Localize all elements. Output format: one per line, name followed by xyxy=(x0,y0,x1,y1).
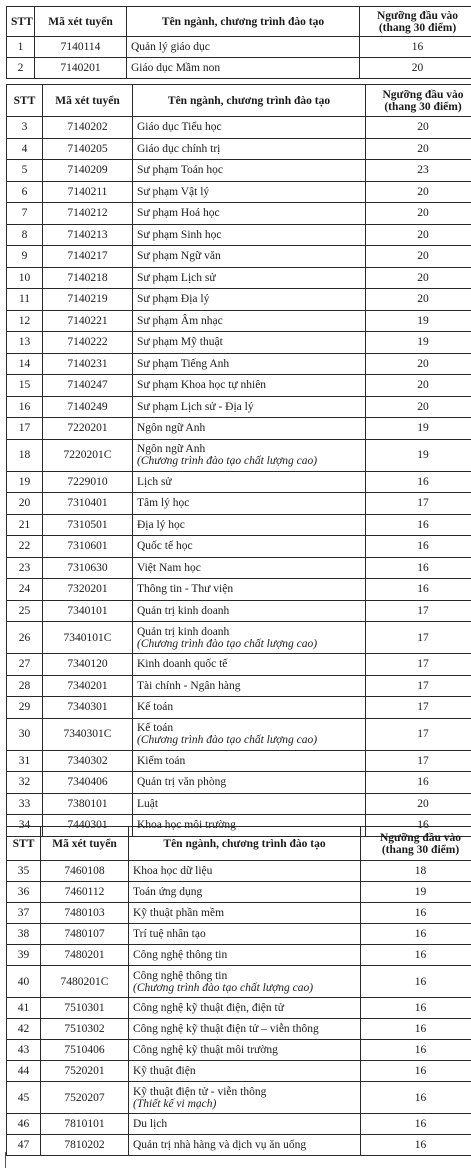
program-name-cell: Luật xyxy=(133,793,366,815)
code-cell: 7220201C xyxy=(43,439,133,471)
program-name-cell: Tâm lý học xyxy=(133,493,366,515)
program-name-cell: Toán ứng dụng xyxy=(129,882,361,903)
admission-table-1 xyxy=(6,6,471,79)
code-cell: 7140247 xyxy=(43,375,133,397)
program-name-cell: Công nghệ kỹ thuật điện, điện tử xyxy=(129,998,361,1019)
table-row xyxy=(7,1114,471,1135)
threshold-score-cell: 16 xyxy=(366,772,471,794)
program-name-cell: Công nghệ kỹ thuật môi trường xyxy=(129,1040,361,1061)
threshold-score-cell: 20 xyxy=(366,246,471,268)
threshold-score-cell: 20 xyxy=(366,353,471,375)
code-cell: 7140231 xyxy=(43,353,133,375)
program-note: (Thiết kế vi mạch) xyxy=(133,1097,217,1110)
stt-cell: 46 xyxy=(7,1114,41,1135)
threshold-score-cell: 20 xyxy=(366,138,471,160)
code-cell: 7480107 xyxy=(41,924,129,945)
threshold-score-cell: 17 xyxy=(366,600,471,622)
program-name-cell: Quản trị kinh doanh xyxy=(133,600,366,622)
code-header: Mã xét tuyển xyxy=(41,827,129,861)
table-row xyxy=(7,1082,471,1114)
stt-cell: 15 xyxy=(7,375,43,397)
stt-cell: 41 xyxy=(7,998,41,1019)
program-name-cell: Khoa học môi trường xyxy=(133,815,366,837)
code-cell: 7340301C xyxy=(43,718,133,750)
program-name-cell: Quản trị nhà hàng và dịch vụ ăn uống xyxy=(129,1135,361,1156)
code-cell: 7310401 xyxy=(43,493,133,515)
threshold-score-cell: 16 xyxy=(361,903,471,924)
threshold-score-cell: 20 xyxy=(366,267,471,289)
program-note: (Chương trình đào tạo chất lượng cao) xyxy=(133,981,314,994)
code-cell: 7140221 xyxy=(43,310,133,332)
program-name-cell: Kỹ thuật điện tử - viễn thông (Thiết kế vi mạch) xyxy=(129,1082,361,1114)
threshold-score-cell: 20 xyxy=(366,289,471,311)
program-name-cell: Sư phạm Địa lý xyxy=(133,289,366,311)
table-row xyxy=(7,557,471,579)
stt-cell: 24 xyxy=(7,579,43,601)
stt-cell: 28 xyxy=(7,675,43,697)
stt-cell: 43 xyxy=(7,1040,41,1061)
stt-cell: 17 xyxy=(7,418,43,440)
stt-cell: 20 xyxy=(7,493,43,515)
threshold-score-cell: 18 xyxy=(361,861,471,882)
threshold-header: Ngưỡng đầu vào (thang 30 điểm) xyxy=(361,827,471,861)
code-cell: 7310501 xyxy=(43,514,133,536)
program-name-cell: Lịch sử xyxy=(133,471,366,493)
stt-cell: 36 xyxy=(7,882,41,903)
threshold-score-cell: 16 xyxy=(361,1082,471,1114)
stt-cell: 18 xyxy=(7,439,43,471)
code-cell: 7140213 xyxy=(43,224,133,246)
table-row xyxy=(7,418,471,440)
table-row xyxy=(7,310,471,332)
code-cell: 7140201 xyxy=(35,58,127,79)
code-cell: 7510301 xyxy=(41,998,129,1019)
table-header-row xyxy=(7,827,471,861)
table-row xyxy=(7,579,471,601)
program-name-header: Tên ngành, chương trình đào tạo xyxy=(127,7,360,37)
code-cell: 7340406 xyxy=(43,772,133,794)
code-cell: 7340301 xyxy=(43,697,133,719)
table-row xyxy=(7,37,471,58)
threshold-score-cell: 16 xyxy=(366,471,471,493)
code-cell: 7460112 xyxy=(41,882,129,903)
code-cell: 7520207 xyxy=(41,1082,129,1114)
code-cell: 7340101C xyxy=(43,622,133,654)
stt-cell: 27 xyxy=(7,654,43,676)
program-name-cell: Sư phạm Sinh học xyxy=(133,224,366,246)
table-row xyxy=(7,966,471,998)
stt-header: STT xyxy=(7,827,41,861)
code-cell: 7340302 xyxy=(43,750,133,772)
threshold-score-cell: 16 xyxy=(361,1040,471,1061)
program-name-header: Tên ngành, chương trình đào tạo xyxy=(129,827,361,861)
stt-header: STT xyxy=(7,85,43,117)
stt-cell: 22 xyxy=(7,536,43,558)
threshold-score-cell: 20 xyxy=(366,793,471,815)
program-name-cell: Giáo dục Tiểu học xyxy=(133,117,366,139)
table-row xyxy=(7,224,471,246)
threshold-score-cell: 16 xyxy=(361,945,471,966)
threshold-score-cell: 17 xyxy=(366,493,471,515)
threshold-header: Ngưỡng đầu vào (thang 30 điểm) xyxy=(360,7,471,37)
stt-cell: 9 xyxy=(7,246,43,268)
program-name-cell: Sư phạm Mỹ thuật xyxy=(133,332,366,354)
table-row xyxy=(7,903,471,924)
code-cell: 7480103 xyxy=(41,903,129,924)
threshold-score-cell: 16 xyxy=(360,37,471,58)
threshold-score-cell: 16 xyxy=(361,1061,471,1082)
table-row xyxy=(7,718,471,750)
threshold-score-cell: 19 xyxy=(366,418,471,440)
table-row xyxy=(7,203,471,225)
program-name-header: Tên ngành, chương trình đào tạo xyxy=(133,85,366,117)
threshold-score-cell: 16 xyxy=(361,1114,471,1135)
table-row xyxy=(7,1061,471,1082)
stt-cell: 1 xyxy=(7,37,35,58)
threshold-score-cell: 16 xyxy=(361,966,471,998)
threshold-score-cell: 17 xyxy=(366,718,471,750)
table-row xyxy=(7,600,471,622)
margin-line xyxy=(5,1152,6,1168)
stt-cell: 13 xyxy=(7,332,43,354)
program-name-cell: Tài chính - Ngân hàng xyxy=(133,675,366,697)
admission-table-2 xyxy=(6,84,471,837)
code-cell: 7480201C xyxy=(41,966,129,998)
table-row xyxy=(7,439,471,471)
table-row xyxy=(7,471,471,493)
code-cell: 7440301 xyxy=(43,815,133,837)
table-row xyxy=(7,772,471,794)
stt-cell: 8 xyxy=(7,224,43,246)
program-name-cell: Sư phạm Lịch sử - Địa lý xyxy=(133,396,366,418)
threshold-score-cell: 16 xyxy=(366,536,471,558)
code-cell: 7140211 xyxy=(43,181,133,203)
program-name-cell: Giáo dục chính trị xyxy=(133,138,366,160)
code-cell: 7380101 xyxy=(43,793,133,815)
threshold-score-cell: 16 xyxy=(366,557,471,579)
program-name-cell: Sư phạm Tiếng Anh xyxy=(133,353,366,375)
code-cell: 7140114 xyxy=(35,37,127,58)
table-row xyxy=(7,58,471,79)
code-cell: 7229010 xyxy=(43,471,133,493)
table-header-row xyxy=(7,7,471,37)
program-name-cell: Kế toán (Chương trình đào tạo chất lượng cao) xyxy=(133,718,366,750)
program-name-cell: Kế toán xyxy=(133,697,366,719)
program-name-cell: Quản lý giáo dục xyxy=(127,37,360,58)
threshold-score-cell: 16 xyxy=(366,514,471,536)
program-name-cell: Quốc tế học xyxy=(133,536,366,558)
stt-cell: 44 xyxy=(7,1061,41,1082)
stt-cell: 6 xyxy=(7,181,43,203)
stt-cell: 35 xyxy=(7,861,41,882)
table-row xyxy=(7,654,471,676)
code-cell: 7140218 xyxy=(43,267,133,289)
code-cell: 7460108 xyxy=(41,861,129,882)
program-name-cell: Trí tuệ nhân tạo xyxy=(129,924,361,945)
code-cell: 7510406 xyxy=(41,1040,129,1061)
table-header-row xyxy=(7,85,471,117)
code-cell: 7810202 xyxy=(41,1135,129,1156)
stt-cell: 37 xyxy=(7,903,41,924)
code-cell: 7140222 xyxy=(43,332,133,354)
threshold-score-cell: 19 xyxy=(366,439,471,471)
code-cell: 7520201 xyxy=(41,1061,129,1082)
threshold-score-cell: 23 xyxy=(366,160,471,182)
threshold-score-cell: 20 xyxy=(366,396,471,418)
table-row xyxy=(7,945,471,966)
table-row xyxy=(7,1135,471,1156)
stt-cell: 21 xyxy=(7,514,43,536)
stt-cell: 31 xyxy=(7,750,43,772)
code-cell: 7810101 xyxy=(41,1114,129,1135)
code-cell: 7140202 xyxy=(43,117,133,139)
threshold-score-cell: 20 xyxy=(366,203,471,225)
table-row xyxy=(7,246,471,268)
stt-cell: 26 xyxy=(7,622,43,654)
threshold-score-cell: 17 xyxy=(366,750,471,772)
stt-cell: 5 xyxy=(7,160,43,182)
program-name-cell: Sư phạm Lịch sử xyxy=(133,267,366,289)
code-header: Mã xét tuyển xyxy=(35,7,127,37)
table-row xyxy=(7,181,471,203)
threshold-score-cell: 20 xyxy=(366,375,471,397)
program-name-cell: Kinh doanh quốc tế xyxy=(133,654,366,676)
threshold-score-cell: 20 xyxy=(366,117,471,139)
table-row xyxy=(7,514,471,536)
threshold-score-cell: 19 xyxy=(361,882,471,903)
table-row xyxy=(7,332,471,354)
code-cell: 7140212 xyxy=(43,203,133,225)
code-cell: 7510302 xyxy=(41,1019,129,1040)
stt-cell: 2 xyxy=(7,58,35,79)
stt-cell: 40 xyxy=(7,966,41,998)
stt-cell: 11 xyxy=(7,289,43,311)
table-row xyxy=(7,675,471,697)
program-name-cell: Công nghệ thông tin (Chương trình đào tạo chất lượng cao) xyxy=(129,966,361,998)
table-row xyxy=(7,375,471,397)
table-row xyxy=(7,289,471,311)
stt-cell: 14 xyxy=(7,353,43,375)
program-name-cell: Việt Nam học xyxy=(133,557,366,579)
code-cell: 7320201 xyxy=(43,579,133,601)
code-cell: 7480201 xyxy=(41,945,129,966)
program-name-cell: Du lịch xyxy=(129,1114,361,1135)
code-cell: 7340201 xyxy=(43,675,133,697)
program-note: (Chương trình đào tạo chất lượng cao) xyxy=(137,734,318,746)
table-row xyxy=(7,697,471,719)
table-row xyxy=(7,882,471,903)
table-row xyxy=(7,493,471,515)
stt-header: STT xyxy=(7,7,35,37)
threshold-score-cell: 16 xyxy=(361,924,471,945)
program-name-cell: Công nghệ thông tin xyxy=(129,945,361,966)
table-row xyxy=(7,138,471,160)
stt-cell: 29 xyxy=(7,697,43,719)
threshold-score-cell: 20 xyxy=(360,58,471,79)
program-name-cell: Công nghệ kỹ thuật điện tử – viễn thông xyxy=(129,1019,361,1040)
stt-cell: 34 xyxy=(7,815,43,837)
threshold-score-cell: 17 xyxy=(366,654,471,676)
threshold-score-cell: 17 xyxy=(366,622,471,654)
code-cell: 7310630 xyxy=(43,557,133,579)
threshold-score-cell: 16 xyxy=(366,579,471,601)
stt-cell: 38 xyxy=(7,924,41,945)
program-name-cell: Sư phạm Khoa học tự nhiên xyxy=(133,375,366,397)
table-row xyxy=(7,160,471,182)
table-row xyxy=(7,117,471,139)
code-cell: 7340101 xyxy=(43,600,133,622)
program-note: (Chương trình đào tạo chất lượng cao) xyxy=(137,637,318,650)
threshold-score-cell: 16 xyxy=(366,815,471,837)
code-cell: 7140217 xyxy=(43,246,133,268)
program-name-cell: Quản trị kinh doanh (Chương trình đào tạo chất lượng cao) xyxy=(133,622,366,654)
table-row xyxy=(7,861,471,882)
stt-cell: 33 xyxy=(7,793,43,815)
code-cell: 7140205 xyxy=(43,138,133,160)
program-note: (Chương trình đào tạo chất lượng cao) xyxy=(137,455,318,467)
admission-table-3 xyxy=(6,826,471,1156)
program-name-cell: Sư phạm Ngữ văn xyxy=(133,246,366,268)
stt-cell: 45 xyxy=(7,1082,41,1114)
threshold-score-cell: 16 xyxy=(361,1019,471,1040)
stt-cell: 25 xyxy=(7,600,43,622)
threshold-score-cell: 17 xyxy=(366,675,471,697)
program-name-cell: Quản trị văn phòng xyxy=(133,772,366,794)
code-cell: 7340120 xyxy=(43,654,133,676)
threshold-score-cell: 16 xyxy=(361,1135,471,1156)
stt-cell: 32 xyxy=(7,772,43,794)
program-name-cell: Sư phạm Vật lý xyxy=(133,181,366,203)
threshold-score-cell: 20 xyxy=(366,181,471,203)
program-name-cell: Ngôn ngữ Anh xyxy=(133,418,366,440)
program-name-cell: Sư phạm Hoá học xyxy=(133,203,366,225)
threshold-score-cell: 19 xyxy=(366,310,471,332)
program-name-cell: Địa lý học xyxy=(133,514,366,536)
stt-cell: 10 xyxy=(7,267,43,289)
program-name-cell: Sư phạm Âm nhạc xyxy=(133,310,366,332)
stt-cell: 23 xyxy=(7,557,43,579)
table-row xyxy=(7,998,471,1019)
threshold-header: Ngưỡng đầu vào (thang 30 điểm) xyxy=(366,85,471,117)
code-cell: 7140219 xyxy=(43,289,133,311)
program-name-cell: Khoa học dữ liệu xyxy=(129,861,361,882)
program-name-cell: Kiểm toán xyxy=(133,750,366,772)
threshold-score-cell: 20 xyxy=(366,224,471,246)
table-row xyxy=(7,924,471,945)
threshold-score-cell: 19 xyxy=(366,332,471,354)
table-row xyxy=(7,353,471,375)
threshold-score-cell: 16 xyxy=(361,998,471,1019)
stt-cell: 19 xyxy=(7,471,43,493)
code-cell: 7310601 xyxy=(43,536,133,558)
program-name-cell: Ngôn ngữ Anh (Chương trình đào tạo chất lượng cao) xyxy=(133,439,366,471)
stt-cell: 4 xyxy=(7,138,43,160)
program-name-cell: Thông tin - Thư viện xyxy=(133,579,366,601)
stt-cell: 39 xyxy=(7,945,41,966)
program-name-cell: Kỹ thuật phần mềm xyxy=(129,903,361,924)
program-name-cell: Giáo dục Mầm non xyxy=(127,58,360,79)
table-row xyxy=(7,750,471,772)
program-name-cell: Sư phạm Toán học xyxy=(133,160,366,182)
code-cell: 7140209 xyxy=(43,160,133,182)
code-header: Mã xét tuyển xyxy=(43,85,133,117)
table-row xyxy=(7,1019,471,1040)
table-row xyxy=(7,1040,471,1061)
stt-cell: 30 xyxy=(7,718,43,750)
program-name-cell: Kỹ thuật điện xyxy=(129,1061,361,1082)
table-row xyxy=(7,622,471,654)
stt-cell: 12 xyxy=(7,310,43,332)
stt-cell: 3 xyxy=(7,117,43,139)
stt-cell: 7 xyxy=(7,203,43,225)
threshold-score-cell: 17 xyxy=(366,697,471,719)
code-cell: 7220201 xyxy=(43,418,133,440)
table-row xyxy=(7,536,471,558)
table-row xyxy=(7,793,471,815)
stt-cell: 42 xyxy=(7,1019,41,1040)
code-cell: 7140249 xyxy=(43,396,133,418)
table-row xyxy=(7,267,471,289)
stt-cell: 47 xyxy=(7,1135,41,1156)
stt-cell: 16 xyxy=(7,396,43,418)
table-row xyxy=(7,396,471,418)
